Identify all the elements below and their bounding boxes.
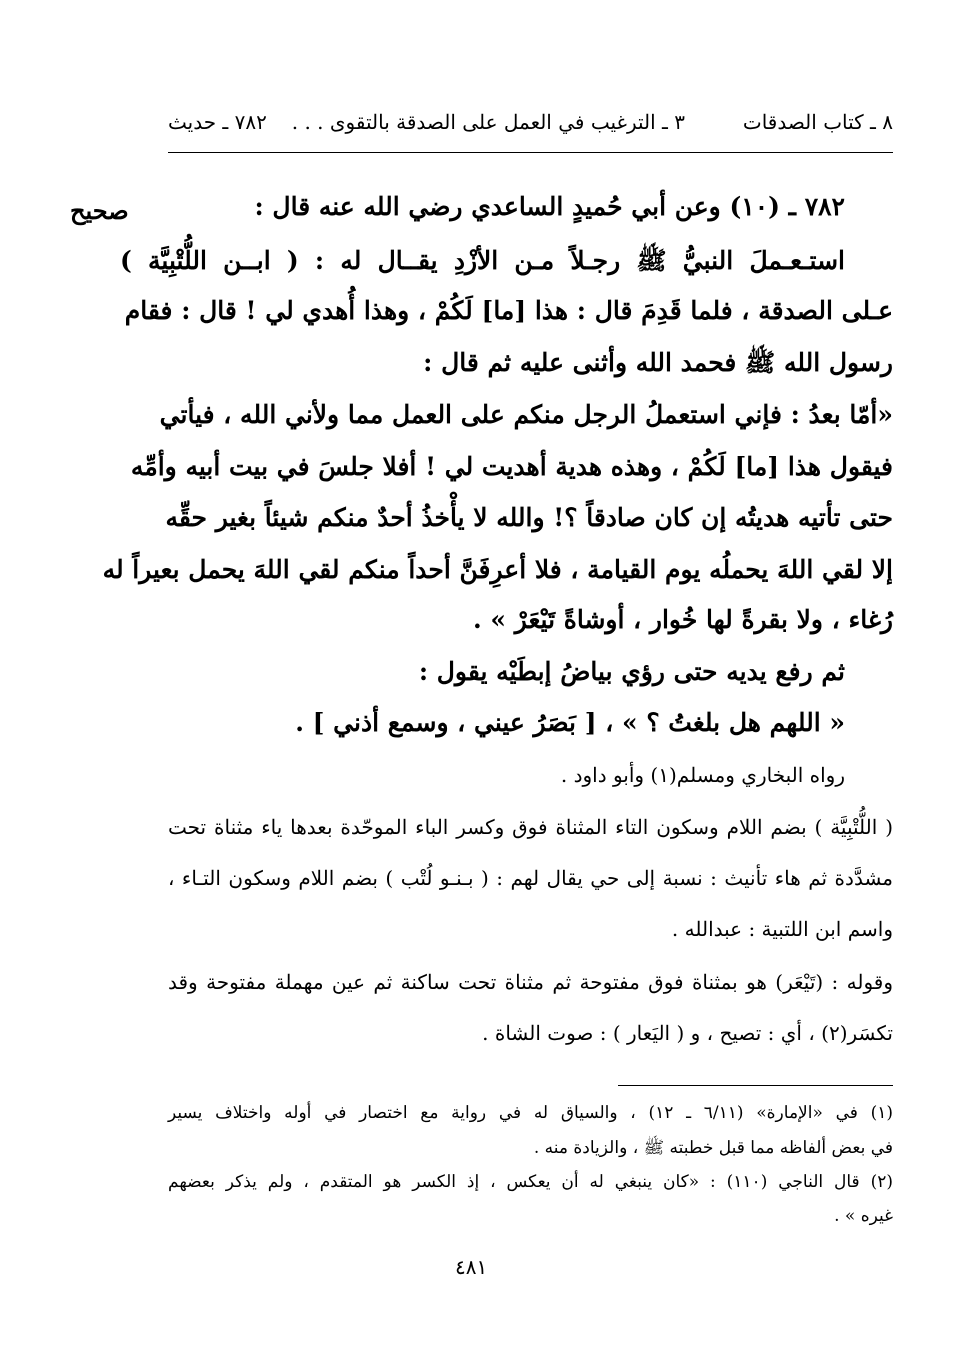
commentary-line-5: تكسَر(٢) ، أي : تصيح ، و ( اليَعار ) : صوت الشاة . (482, 1021, 893, 1045)
hadith-line-1: ٧٨٢ ـ (١٠) وعن أبي حُميدٍ الساعدي رضي الله عنه قال : (254, 192, 845, 221)
commentary-line-1: ( اللُّتْبِيَّة ) بضم اللام وسكون التاء المثناة فوق وكسر الباء الموحّدة بعدها ياء مثناة تحت (168, 815, 893, 839)
commentary-line-2: مشدَّدة ثم هاء تأنيث : نسبة إلى حي يقال لهم : ( بـنـو لُتْب ) بضم اللام وسكون التـاء ، (168, 866, 893, 890)
hadith-line-6: فيقول هذا [ما] لَكُمْ ، وهذه هدية أهديت لي ! أفلا جلسَ في بيت أبيه وأمِّه (130, 452, 893, 481)
commentary-line-3: واسم ابن اللتبية : عبدالله . (671, 917, 893, 941)
hadith-line-2: استـعـملَ النبيُّ ﷺ رجـلاً مـن الأزْدِ يقــال له : ( ابــن اللُّتْبِيَّة ) (120, 246, 845, 275)
footnote-divider (618, 1085, 893, 1086)
hadith-line-10: ثم رفع يديه حتى رؤي بياضُ إبطَيْه يقول : (418, 657, 845, 686)
header-divider (168, 152, 893, 153)
footnote-2-line-1: (٢) قال الناجي (١١٠) : «كان ينبغي له أن يعكس ، إذ الكسر هو المتقدم ، ولم يذكر بعضهم (168, 1172, 893, 1192)
header-hadith-number: ٧٨٢ ـ حديث (168, 110, 267, 134)
hadith-line-7: حتى تأتيه هديتُه إن كان صادقاً ؟! والله لا يأْخذُ أحدٌ منكم شيئاً بغير حقِّه (165, 503, 893, 532)
header-section: ٣ ـ الترغيب في العمل على الصدقة بالتقوى . . . (291, 110, 685, 134)
hadith-source: رواه البخاري ومسلم(١) وأبو داود . (560, 763, 845, 787)
hadith-line-9: رُغاء ، ولا بقرةً لها خُوار ، أوشاةً تَيْعَرْ » . (472, 605, 893, 634)
hadith-line-8: إلا لقي اللهَ يحملُه يوم القيامة ، فلا أعرِفَنَّ أحداً منكم لقي اللهَ يحمل بعيراً له (102, 555, 893, 584)
page-number: ٤٨١ (455, 1255, 488, 1279)
hadith-line-5: «أمّا بعدُ : فإني استعملُ الرجل منكم على العمل مما ولأني الله ، فيأتي (159, 400, 893, 429)
header-chapter: ٨ ـ كتاب الصدقات (742, 110, 893, 134)
footnote-1-line-1: (١) في «الإمارة» (٦/١١ ـ ١٢) ، والسياق له في رواية مع اختصار في أوله واختلاف يسير (168, 1103, 893, 1123)
hadith-grade: صحيح (70, 196, 129, 225)
hadith-line-4: رسول الله ﷺ فحمد الله وأثنى عليه ثم قال : (423, 348, 893, 377)
hadith-line-3: عـلى الصدقة ، فلما قَدِمَ قال : هذا [ما] لَكُمْ ، وهذا أُهدي لي ! قال : فقام (124, 296, 893, 325)
commentary-line-4: وقوله : (تَيْعَر) هو بمثناة فوق مفتوحة ثم مثناة تحت ساكنة ثم عين مهملة مفتوحة وقد (168, 970, 893, 994)
footnote-1-line-2: في بعض ألفاظه مما قبل خطبته ﷺ ، والزيادة منه . (533, 1138, 893, 1158)
hadith-line-11: « اللهم هل بلغتُ ؟ » ، [ بَصَرُ عيني ، وسمع أذني ] . (295, 708, 845, 737)
footnote-2-line-2: غيره » . (834, 1206, 893, 1226)
